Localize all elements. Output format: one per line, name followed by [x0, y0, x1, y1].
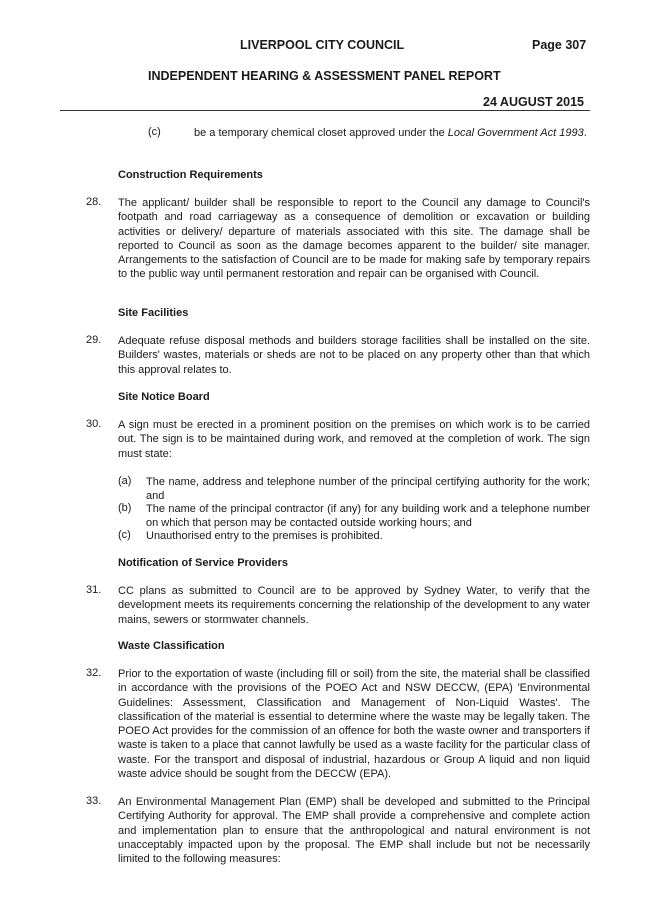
condition-text-28: The applicant/ builder shall be responsible to report to the Council any damage to Council's footpath and road carriageway as a consequence of demolition or excavation or building activities or delivery/ departure of materials associated with this site. The damage shall be reported to Council as soon as the damage becomes apparent to the builder/ site manager. Arrangements to the satisfaction of Council are to be made for making safe by temporary repairs to the public way until permanent restoration and repair can be organised with Council.: [118, 197, 590, 281]
heading-site-facilities: Site Facilities: [118, 307, 189, 319]
report-date: 24 AUGUST 2015: [483, 95, 584, 109]
notice-item-text-b: The name of the principal contractor (if any) for any building work and a telephone number on which that person may be contacted outside working hours; and: [146, 503, 590, 530]
heading-construction: Construction Requirements: [118, 169, 263, 181]
condition-text-30: A sign must be erected in a prominent position on the premises on which work is to be carried out. The sign is to be maintained during work, and removed at the completion of work. The sign must state:: [118, 419, 590, 460]
header-divider: [60, 110, 590, 111]
condition-number-33: 33.: [86, 795, 102, 807]
notice-item-text-a: The name, address and telephone number of the principal certifying authority for the work; and: [146, 476, 590, 503]
condition-text-32: Prior to the exportation of waste (including fill or soil) from the site, the material shall be classified in accordance with the provisions of the POEO Act and NSW DECCW, (EPA) 'Environmental Guidelines: Assessment, Classification and Management of Non-Liquid Wastes'. The classification of the material is essential to determine where the waste may be legally taken. The POEO Act provides for the commission of an offence for both the waste owner and transporters if waste is taken to a place that cannot lawfully be used as a waste facility for the particular class of waste. For the transport and disposal of industrial, hazardous or Group A liquid and non liquid waste advice should be sought from the DECCW (EPA).: [118, 668, 590, 781]
page-number: Page 307: [532, 38, 587, 52]
condition-number-29: 29.: [86, 334, 102, 346]
report-title: INDEPENDENT HEARING & ASSESSMENT PANEL REPORT: [148, 69, 501, 83]
heading-service-providers: Notification of Service Providers: [118, 557, 288, 569]
notice-item-text-c: Unauthorised entry to the premises is prohibited.: [146, 530, 383, 542]
condition-number-31: 31.: [86, 584, 102, 596]
intro-item-body: be a temporary chemical closet approved under the: [194, 127, 448, 139]
condition-number-28: 28.: [86, 196, 102, 208]
heading-waste-classification: Waste Classification: [118, 640, 225, 652]
intro-item-act: Local Government Act 1993: [447, 127, 584, 139]
condition-text-33: An Environmental Management Plan (EMP) shall be developed and submitted to the Principal Certifying Authority for approval. The EMP shall provide a comprehensive and complete action and implementation plan to ensure that the anthropological and natural environment is not unacceptably impacted upon by the proposal. The EMP shall include but not be necessarily limited to the following measures:: [118, 796, 590, 866]
condition-text-31: CC plans as submitted to Council are to be approved by Sydney Water, to verify that the development meets its requirements concerning the relationship of the development to any water mains, sewers or stormwater channels.: [118, 585, 590, 626]
condition-text-29: Adequate refuse disposal methods and builders storage facilities shall be installed on the site. Builders' wastes, materials or sheds are not to be placed on any property other than that which this approval relates to.: [118, 335, 590, 376]
condition-number-30: 30.: [86, 418, 102, 430]
intro-item-end: .: [583, 127, 587, 139]
notice-item-label-c: (c): [118, 529, 131, 541]
intro-item-text: [194, 126, 590, 140]
intro-item-label: (c): [148, 126, 161, 138]
condition-number-32: 32.: [86, 667, 102, 679]
council-name: LIVERPOOL CITY COUNCIL: [240, 38, 405, 52]
heading-site-notice-board: Site Notice Board: [118, 391, 210, 403]
notice-item-label-b: (b): [118, 502, 132, 514]
notice-item-label-a: (a): [118, 475, 132, 487]
